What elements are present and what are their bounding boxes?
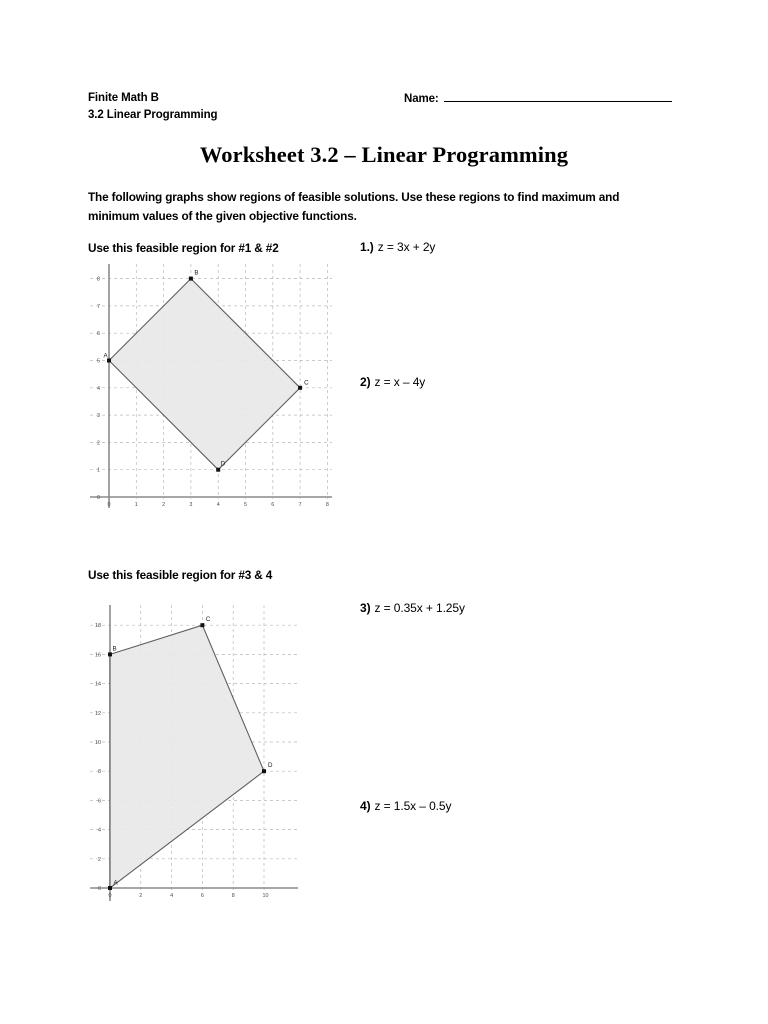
problem-4-number: 4) [360, 799, 371, 813]
vertex-point [200, 623, 204, 627]
y-tick-label: 14 [95, 681, 101, 688]
page-title: Worksheet 3.2 – Linear Programming [199, 142, 569, 167]
vertex-point [189, 277, 193, 281]
vertex-point [262, 769, 266, 773]
region-1-label: Use this feasible region for #1 & #2 [88, 241, 279, 255]
x-tick-label: 5 [244, 502, 247, 508]
x-tick-label: 3 [189, 502, 193, 508]
feasible-region-polygon [109, 279, 300, 470]
problem-3-equation: z = 0.35x + 1.25y [374, 601, 465, 615]
x-tick-label: 0 [107, 502, 111, 508]
x-tick-label: 6 [200, 893, 204, 899]
section-name: 3.2 Linear Programming [88, 109, 218, 121]
vertex-label: B [112, 645, 117, 653]
vertex-label: D [268, 762, 273, 770]
x-tick-label: 2 [139, 893, 143, 899]
instructions-text: The following graphs show regions of feasible solutions. Use these regions to find maximum and minimum values of the given objective functions. [88, 190, 620, 223]
y-tick-label: 0 [98, 886, 101, 892]
problem-4-equation: z = 1.5x – 0.5y [374, 799, 452, 813]
vertex-label: C [205, 616, 211, 624]
x-tick-label: 6 [271, 502, 275, 508]
vertex-point [216, 468, 220, 472]
problem-1-number: 1.) [360, 240, 374, 254]
vertex-point [108, 652, 112, 656]
vertex-label: B [194, 269, 199, 277]
vertex-label: C [304, 379, 309, 387]
x-tick-label: 1 [134, 502, 138, 508]
name-label: Name: [404, 93, 439, 105]
problem-3-number: 3) [360, 601, 371, 615]
problem-1 [360, 240, 435, 254]
graph-2-svg [88, 603, 300, 903]
vertex-point [298, 386, 302, 390]
feasible-region-graph-2 [88, 603, 300, 903]
name-input-line[interactable] [444, 90, 672, 102]
y-tick-label: 16 [95, 652, 101, 659]
y-tick-label: 10 [95, 740, 101, 746]
x-tick-label: 8 [325, 502, 329, 508]
problem-2-equation: z = x – 4y [374, 375, 426, 389]
y-tick-label: 7 [97, 303, 100, 310]
x-tick-label: 7 [298, 502, 302, 508]
y-tick-label: 2 [98, 856, 101, 863]
x-tick-label: 4 [216, 502, 220, 508]
name-field-group [404, 90, 672, 105]
x-tick-label: 0 [108, 893, 112, 899]
problem-4 [360, 799, 451, 813]
y-tick-label: 8 [97, 276, 100, 283]
y-tick-label: 8 [98, 769, 101, 776]
y-tick-label: 4 [98, 827, 101, 834]
y-tick-label: 6 [98, 798, 101, 805]
y-tick-label: 0 [97, 495, 100, 501]
y-tick-label: 18 [95, 623, 101, 630]
problem-2 [360, 375, 425, 389]
y-tick-label: 5 [97, 358, 100, 365]
y-tick-label: 1 [97, 467, 100, 474]
y-tick-label: 6 [97, 331, 100, 338]
vertex-label: A [113, 879, 118, 887]
problem-1-equation: z = 3x + 2y [377, 240, 436, 254]
vertex-label: D [220, 460, 226, 468]
x-tick-label: 10 [262, 893, 269, 899]
y-tick-label: 3 [97, 413, 100, 420]
x-tick-label: 4 [170, 893, 174, 899]
y-tick-label: 4 [97, 385, 100, 392]
problem-2-number: 2) [360, 375, 371, 389]
header-course-block [88, 90, 217, 124]
feasible-region-polygon [110, 625, 264, 888]
y-tick-label: 2 [97, 440, 100, 447]
graph-1-svg [88, 262, 334, 510]
x-tick-label: 8 [231, 893, 235, 899]
feasible-region-graph-1 [88, 262, 334, 510]
x-tick-label: 2 [162, 502, 166, 508]
vertex-point [108, 886, 112, 890]
y-tick-label: 12 [95, 710, 101, 717]
problem-3 [360, 601, 465, 615]
region-2-label: Use this feasible region for #3 & 4 [88, 568, 273, 582]
course-name: Finite Math B [88, 92, 159, 104]
vertex-label: A [103, 352, 108, 360]
